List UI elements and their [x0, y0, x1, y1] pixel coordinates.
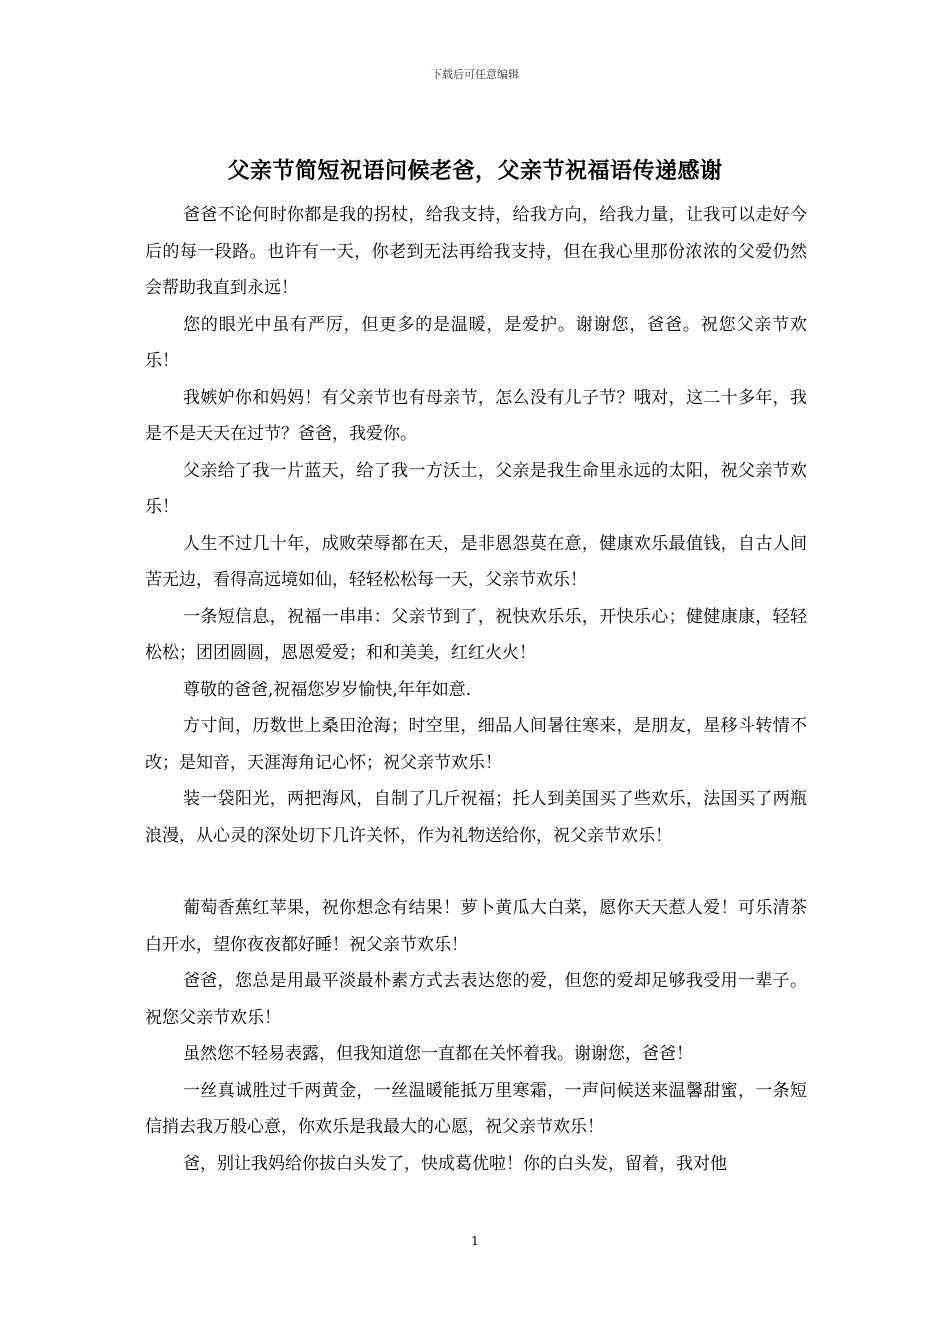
- paragraph: 人生不过几十年，成败荣辱都在天，是非恩怨莫在意，健康欢乐最值钱，自古人间苦无边，看得高远境如仙，轻轻松松每一天，父亲节欢乐！: [145, 533, 807, 590]
- paragraph: 父亲给了我一片蓝天，给了我一方沃土，父亲是我生命里永远的太阳，祝父亲节欢乐！: [145, 460, 807, 517]
- paragraph: 您的眼光中虽有严厉，但更多的是温暖，是爱护。谢谢您，爸爸。祝您父亲节欢乐！: [145, 314, 807, 371]
- paragraph: 装一袋阳光，两把海风，自制了几斤祝福；托人到美国买了些欢乐，法国买了两瓶浪漫，从心灵的深处切下几许关怀，作为礼物送给你，祝父亲节欢乐！: [145, 789, 807, 846]
- document-body: [145, 197, 807, 1182]
- page-title: 父亲节简短祝语问候老爸，父亲节祝福语传递感谢: [227, 158, 723, 184]
- paragraph: 爸，别让我妈给你拔白头发了，快成葛优啦！你的白头发，留着，我对他: [183, 1153, 727, 1174]
- paragraph: 爸爸不论何时你都是我的拐杖，给我支持，给我方向，给我力量，让我可以走好今后的每一段路。也许有一天，你老到无法再给我支持，但在我心里那份浓浓的父爱仍然会帮助我直到永远！: [145, 205, 807, 298]
- paragraph: 一丝真诚胜过千两黄金，一丝温暖能抵万里寒霜，一声问候送来温馨甜蜜，一条短信捎去我万般心意，你欢乐是我最大的心愿，祝父亲节欢乐！: [145, 1080, 807, 1137]
- paragraph: 尊敬的爸爸,祝福您岁岁愉快,年年如意.: [183, 679, 472, 700]
- page-number: 1: [471, 1234, 479, 1248]
- paragraph: 我嫉妒你和妈妈！有父亲节也有母亲节，怎么没有儿子节？哦对，这二十多年，我是不是天天在过节？爸爸，我爱你。: [145, 387, 807, 444]
- header-note: 下载后可任意编辑: [431, 68, 519, 81]
- paragraph: 虽然您不轻易表露，但我知道您一直都在关怀着我。谢谢您，爸爸！: [183, 1044, 693, 1064]
- paragraph: 方寸间，历数世上桑田沧海；时空里，细品人间暑往寒来，是朋友，星移斗转情不改；是知音，天涯海角记心怀；祝父亲节欢乐！: [145, 716, 807, 773]
- paragraph: 爸爸，您总是用最平淡最朴素方式去表达您的爱，但您的爱却足够我受用一辈子。祝您父亲节欢乐！: [145, 971, 807, 1028]
- paragraph: 葡萄香蕉红苹果，祝你想念有结果！萝卜黄瓜大白菜，愿你天天惹人爱！可乐清茶白开水，望你夜夜都好睡！祝父亲节欢乐！: [145, 898, 807, 955]
- paragraph: 一条短信息，祝福一串串：父亲节到了，祝快欢乐乐，开快乐心；健健康康，轻轻松松；团团圆圆，恩恩爱爱；和和美美，红红火火！: [145, 606, 807, 663]
